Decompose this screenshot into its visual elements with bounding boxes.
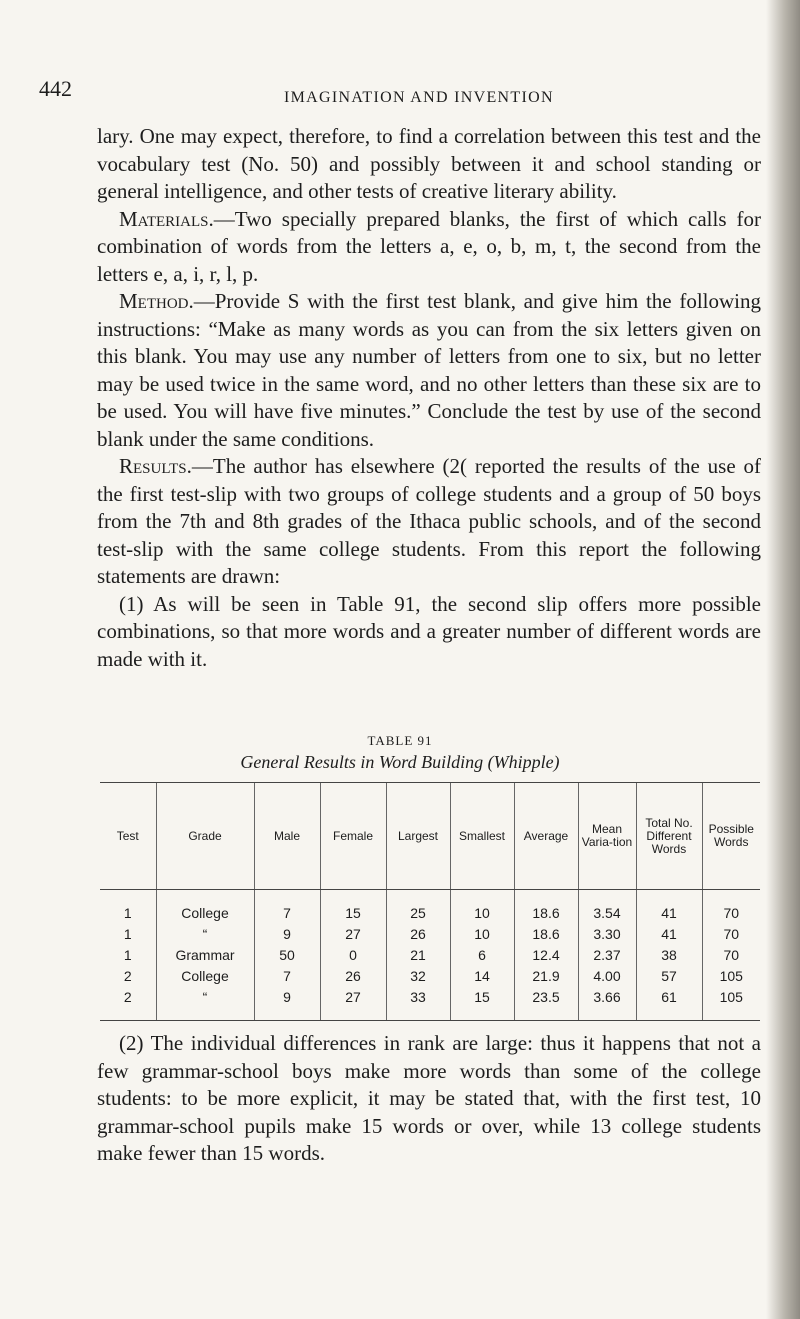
paragraph-materials [97,206,761,289]
column-header-possible-words: Possible Words [702,783,760,890]
method-heading: Method. [119,289,194,313]
cell-total-different: 57 [636,965,702,986]
cell-grade: “ [156,923,254,944]
results-text: —The author has elsewhere (2( reported the results of the use of the first test-slip with two groups of college students and a group of 50 boys from the 7th and 8th grades of the Ithaca public schools, and of the second test-slip with the same college students. From this report the following statements are drawn: [97,454,761,588]
cell-male: 9 [254,923,320,944]
cell-smallest: 6 [450,944,514,965]
cell-female: 27 [320,986,386,1021]
cell-male: 7 [254,890,320,924]
page-edge-shadow [766,0,800,1319]
cell-smallest: 10 [450,890,514,924]
top-text-block [97,123,761,673]
cell-smallest: 14 [450,965,514,986]
running-head: IMAGINATION AND INVENTION [284,89,554,106]
table-caption: General Results in Word Building (Whipple) [240,752,560,772]
column-header-female: Female [320,783,386,890]
paragraph-intro: lary. One may expect, therefore, to find a correlation between this test and the vocabulary test (No. 50) and possibly between it and school standing or general intelligence, and other tests of creative literary ability. [97,124,761,203]
cell-smallest: 10 [450,923,514,944]
cell-total-different: 61 [636,986,702,1021]
cell-average: 21.9 [514,965,578,986]
table-header-row [100,783,760,890]
column-header-smallest: Smallest [450,783,514,890]
cell-total-different: 38 [636,944,702,965]
cell-grade: College [156,890,254,924]
cell-male: 50 [254,944,320,965]
cell-largest: 21 [386,944,450,965]
cell-possible: 70 [702,923,760,944]
cell-average: 12.4 [514,944,578,965]
cell-test: 1 [123,904,132,921]
cell-test: 1 [123,946,132,963]
paragraph-results [97,453,761,591]
table-row [100,923,760,944]
table-row [100,890,760,924]
results-table-wrapper [100,782,760,1021]
cell-male: 7 [254,965,320,986]
cell-total-different: 41 [636,890,702,924]
table-row [100,944,760,965]
method-text: —Provide S with the first test blank, and give him the following instructions: “Make as many words as you can from the six letters given on this blank. You may use any number of letters from one to six, but no letter may be used twice in the same word, and no other letters than these six are to be used. You will have five minutes.” Conclude the test by use of the second blank under the same conditions. [97,289,761,451]
cell-smallest: 15 [450,986,514,1021]
cell-largest: 25 [386,890,450,924]
cell-average: 18.6 [514,923,578,944]
cell-possible: 70 [702,944,760,965]
column-header-grade: Grade [156,783,254,890]
cell-mean-variation: 2.37 [578,944,636,965]
cell-average: 18.6 [514,890,578,924]
cell-possible: 70 [702,890,760,924]
cell-largest: 33 [386,986,450,1021]
page-number: 442 [39,76,72,101]
table-row [100,965,760,986]
column-header-total-different-words: Total No. Different Words [636,783,702,890]
materials-text: —Two specially prepared blanks, the first of which calls for combination of words from the letters a, e, o, b, m, t, the second from the letters e, a, i, r, l, p. [97,206,761,286]
cell-mean-variation: 4.00 [578,965,636,986]
cell-test: 2 [100,986,156,1021]
results-table [100,782,760,1021]
cell-total-different: 41 [636,923,702,944]
cell-largest: 26 [386,923,450,944]
materials-heading: Materials. [119,206,214,231]
cell-male: 9 [254,986,320,1021]
cell-test: 1 [123,925,132,942]
cell-female: 27 [320,923,386,944]
column-header-largest: Largest [386,783,450,890]
cell-female: 26 [320,965,386,986]
paragraph-method [97,288,761,453]
cell-grade: “ [156,986,254,1021]
column-header-average: Average [514,783,578,890]
column-header-mean-variation: Mean Varia-tion [578,783,636,890]
table-label: TABLE 91 [367,733,433,748]
cell-possible: 105 [702,986,760,1021]
cell-grade: College [156,965,254,986]
cell-female: 15 [320,890,386,924]
table-row [100,986,760,1021]
cell-mean-variation: 3.30 [578,923,636,944]
cell-test: 2 [123,967,132,984]
cell-mean-variation: 3.54 [578,890,636,924]
cell-female: 0 [320,944,386,965]
cell-possible: 105 [702,965,760,986]
cell-mean-variation: 3.66 [578,986,636,1021]
bottom-text-block [97,1030,761,1168]
paragraph-statement-2: (2) The individual differences in rank are large: thus it happens that not a few grammar-school boys make more words than some of the college students: to be more explicit, it may be stated that, with the first test, 10 grammar-school pupils make 15 words or over, while 13 college students make fewer than 15 words. [97,1031,761,1165]
paragraph-statement-1: (1) As will be seen in Table 91, the second slip offers more possible combinations, so that more words and a greater number of different words are made with it. [97,591,761,671]
cell-grade: Grammar [156,944,254,965]
cell-average: 23.5 [514,986,578,1021]
cell-largest: 32 [386,965,450,986]
column-header-male: Male [254,783,320,890]
results-heading: Results. [119,454,192,478]
column-header-test: Test [100,783,156,890]
